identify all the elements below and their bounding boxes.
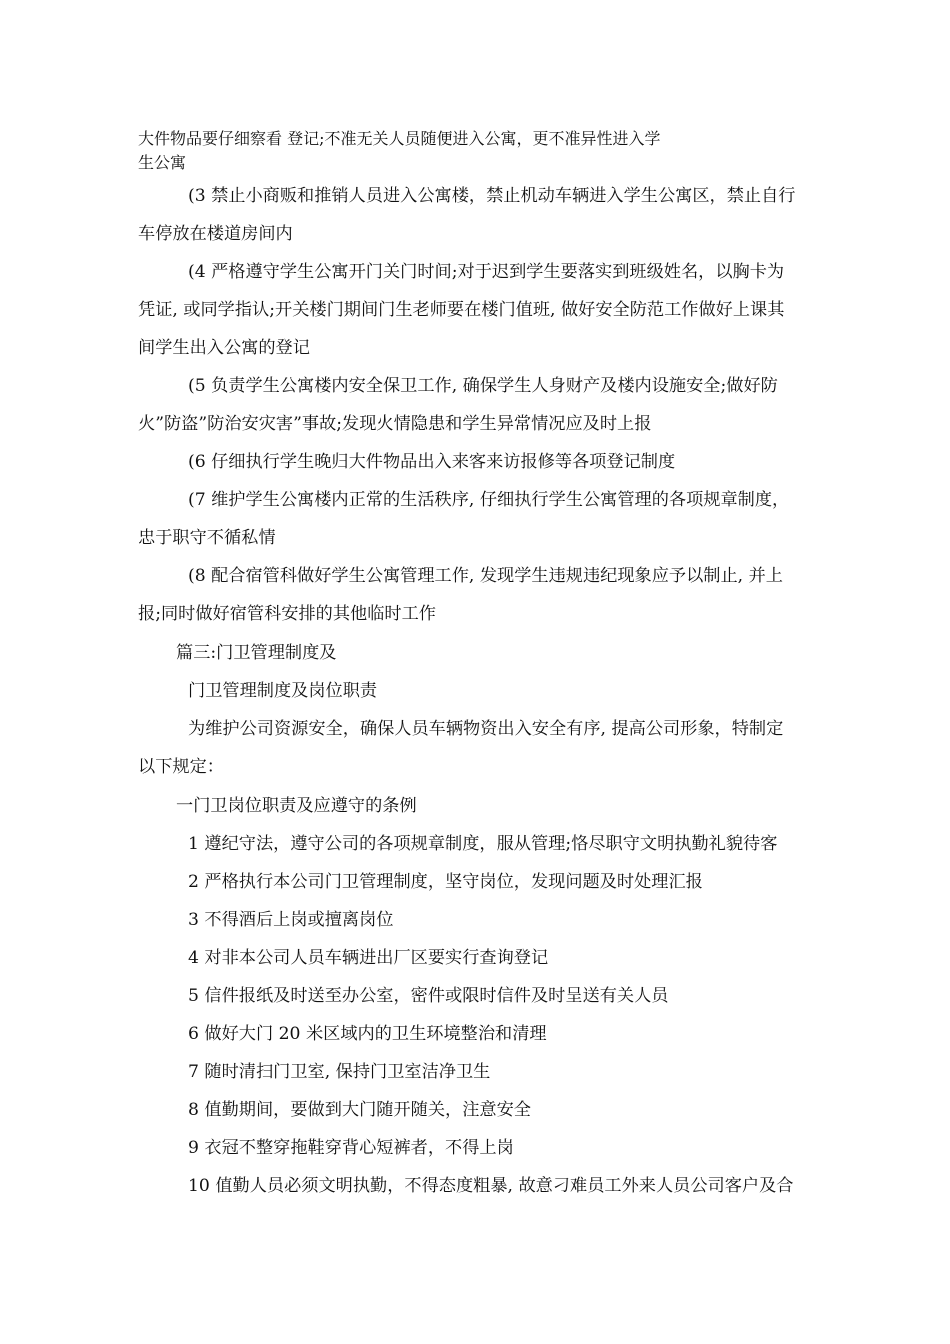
text-line: 大件物品要仔细察看 登记;不准无关人员随便进入公寓，更不准异性进入学 — [138, 129, 661, 148]
text-line: (6 仔细执行学生晚归大件物品出入来客来访报修等各项登记制度 — [188, 452, 676, 472]
list-item: 8 值勤期间，要做到大门随开随关，注意安全 — [188, 1100, 531, 1120]
text-line: (4 严格遵守学生公寓开门关门时间;对于迟到学生要落实到班级姓名，以胸卡为 — [188, 262, 785, 282]
list-item: 1 遵纪守法，遵守公司的各项规章制度，服从管理;恪尽职守文明执勤礼貌待客 — [188, 834, 778, 854]
section-title: 门卫管理制度及岗位职责 — [188, 681, 378, 701]
section-heading: 篇三:门卫管理制度及 — [176, 643, 337, 663]
list-item: 2 严格执行本公司门卫管理制度，坚守岗位，发现问题及时处理汇报 — [188, 872, 703, 892]
text-line: 车停放在楼道房间内 — [138, 224, 293, 244]
list-item: 6 做好大门 20 米区域内的卫生环境整治和清理 — [188, 1024, 547, 1044]
text-line: (8 配合宿管科做好学生公寓管理工作, 发现学生违规违纪现象应予以制止, 并上 — [188, 566, 783, 586]
list-item: 4 对非本公司人员车辆进出厂区要实行查询登记 — [188, 948, 549, 968]
list-item: 3 不得酒后上岗或擅离岗位 — [188, 910, 394, 930]
text-line: 为维护公司资源安全，确保人员车辆物资出入安全有序, 提高公司形象，特制定 — [188, 719, 784, 739]
list-item: 9 衣冠不整穿拖鞋穿背心短裤者，不得上岗 — [188, 1138, 514, 1158]
text-line: (7 维护学生公寓楼内正常的生活秩序, 仔细执行学生公寓管理的各项规章制度， — [188, 490, 790, 510]
list-item: 5 信件报纸及时送至办公室，密件或限时信件及时呈送有关人员 — [188, 986, 669, 1006]
text-line: (3 禁止小商贩和推销人员进入公寓楼，禁止机动车辆进入学生公寓区，禁止自行 — [188, 186, 796, 206]
text-line: 报;同时做好宿管科安排的其他临时工作 — [138, 604, 436, 624]
text-line: 间学生出入公寓的登记 — [138, 338, 310, 358]
text-line: 生公寓 — [138, 153, 187, 172]
text-line: 忠于职守不循私情 — [138, 528, 276, 548]
text-line: (5 负责学生公寓楼内安全保卫工作, 确保学生人身财产及楼内设施安全;做好防 — [188, 376, 778, 396]
text-line: 以下规定： — [138, 757, 224, 777]
text-line: 凭证, 或同学指认;开关楼门期间门生老师要在楼门值班, 做好安全防范工作做好上课其 — [138, 300, 785, 320]
subsection-heading: 一门卫岗位职责及应遵守的条例 — [176, 796, 417, 816]
list-item: 7 随时清扫门卫室, 保持门卫室洁净卫生 — [188, 1062, 491, 1082]
text-line: 火”防盗”防治安灾害”事故;发现火情隐患和学生异常情况应及时上报 — [138, 414, 652, 434]
list-item: 10 值勤人员必须文明执勤，不得态度粗暴, 故意刁难员工外来人员公司客户及合 — [188, 1176, 794, 1196]
